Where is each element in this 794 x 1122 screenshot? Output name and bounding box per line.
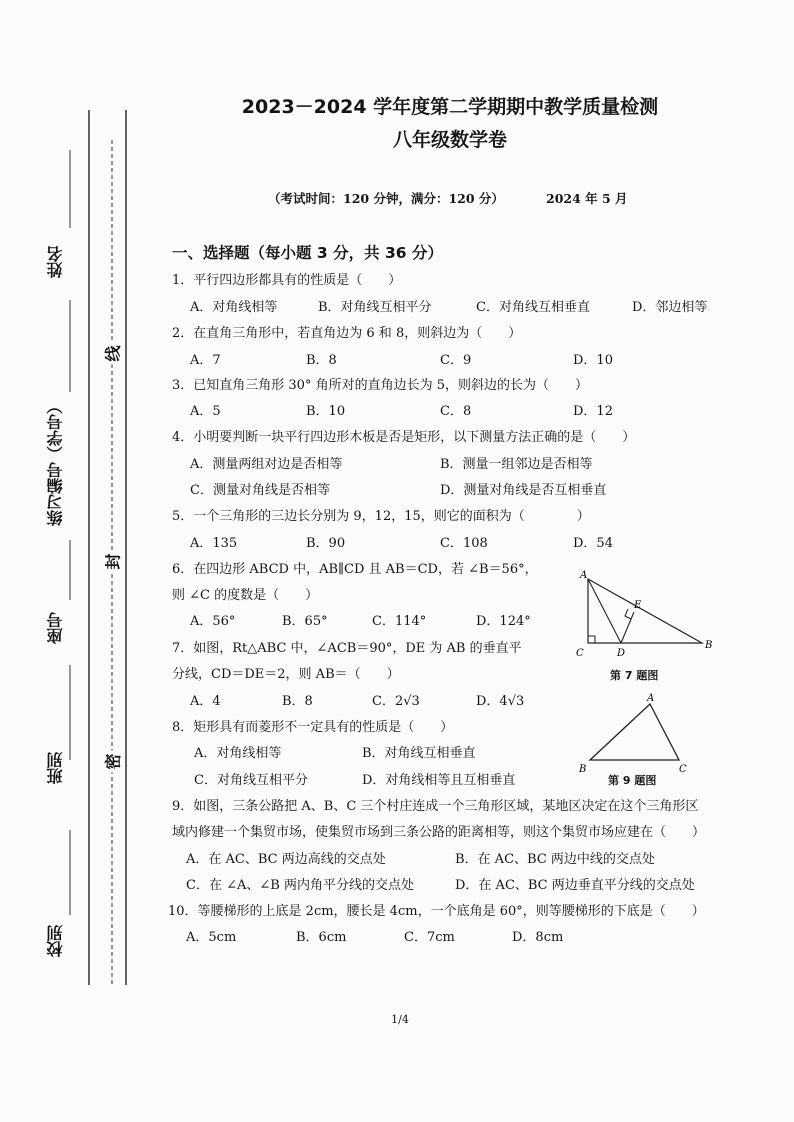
question-6-stem-line-1: 6．在四边形 ABCD 中，AB∥CD 且 AB＝CD，若 ∠B＝56°， [172, 562, 538, 577]
question-1-option-b: B．对角线互相平分 [318, 300, 432, 315]
exam-info: （考试时间：120 分钟，满分：120 分） [268, 191, 504, 206]
figure-9 [576, 690, 698, 780]
question-2-option-b: B．8 [306, 353, 337, 368]
question-1-option-d: D．邻边相等 [632, 300, 708, 315]
question-3-option-c: C．8 [440, 404, 472, 419]
question-3-stem: 3．已知直角三角形 30° 角所对的直角边长为 5，则斜边的长为（ ） [172, 378, 588, 393]
question-1-stem: 1．平行四边形都具有的性质是（ ） [172, 273, 402, 288]
fig7-right-angle-e [625, 609, 631, 619]
question-5-option-d: D．54 [573, 536, 613, 551]
question-8-option-a: A．对角线相等 [194, 746, 282, 761]
question-8-option-b: B．对角线互相垂直 [362, 746, 476, 761]
question-5-stem: 5．一个三角形的三边长分别为 9，12，15，则它的面积为（ ） [172, 509, 590, 524]
question-6-option-c: C．114° [372, 614, 427, 629]
page-number: 1/4 [391, 1013, 409, 1026]
question-7-stem-line-1: 7．如图，Rt△ABC 中，∠ACB＝90°，DE 为 AB 的垂直平 [172, 641, 522, 656]
exam-subtitle: 八年级数学卷 [392, 129, 507, 151]
question-9-option-a: A．在 AC、BC 两边高线的交点处 [186, 852, 386, 867]
question-7-stem-line-2: 分线，CD＝DE＝2，则 AB＝（ ） [172, 667, 400, 682]
question-8-stem: 8．矩形具有而菱形不一定具有的性质是（ ） [172, 720, 454, 735]
question-6-option-a: A．56° [190, 614, 236, 629]
question-10-option-d: D．8cm [512, 930, 564, 945]
seal-char-seal: 封 [101, 551, 124, 573]
question-9-option-c: C．在 ∠A、∠B 两内角平分线的交点处 [186, 878, 414, 893]
student-id-label: 练习编号（学号） [46, 398, 65, 526]
question-9-option-b: B．在 AC、BC 两边中线的交点处 [455, 852, 655, 867]
figure-9-caption: 第 9 题图 [608, 774, 657, 787]
fig9-label-c: C [679, 764, 687, 775]
question-4-option-c: C．测量对角线是否相等 [190, 483, 330, 498]
fig9-triangle [590, 704, 679, 760]
seal-char-line: 线 [101, 343, 124, 365]
seat-label: 座号 [46, 612, 65, 644]
question-2-option-a: A．7 [190, 353, 221, 368]
fig7-label-a: A [580, 570, 588, 581]
question-6-option-b: B．65° [282, 614, 328, 629]
question-4-option-b: B．测量一组邻边是否相等 [440, 457, 593, 472]
question-9-option-d: D．在 AC、BC 两边垂直平分线的交点处 [455, 878, 695, 893]
fig7-label-b: B [705, 640, 713, 651]
fig7-segment-de [621, 612, 634, 643]
fig7-label-e: E [634, 600, 642, 611]
fig7-label-c: C [576, 648, 584, 659]
figure-7-caption: 第 7 题图 [610, 669, 659, 682]
question-5-option-a: A．135 [190, 536, 238, 551]
question-2-option-c: C．9 [440, 353, 472, 368]
question-8-option-c: C．对角线互相平分 [194, 773, 308, 788]
fig7-label-d: D [617, 648, 626, 659]
section-title: 一、选择题（每小题 3 分，共 36 分） [172, 244, 443, 262]
seal-char-closed: 密 [101, 751, 124, 773]
question-6-option-d: D．124° [476, 614, 531, 629]
question-9-stem-line-2: 域内修建一个集贸市场，使集贸市场到三条公路的距离相等，则这个集贸市场应建在（ ） [172, 825, 706, 840]
question-3-option-a: A．5 [190, 404, 221, 419]
question-10-option-a: A．5cm [186, 930, 237, 945]
question-3-option-b: B．10 [306, 404, 346, 419]
question-10-option-b: B．6cm [296, 930, 347, 945]
question-5-option-b: B．90 [306, 536, 346, 551]
fig9-label-a: A [647, 693, 655, 704]
exam-date: 2024 年 5 月 [546, 191, 628, 206]
name-label: 姓名 [46, 246, 65, 278]
question-1-option-c: C．对角线互相垂直 [476, 300, 590, 315]
question-6-stem-line-2: 则 ∠C 的度数是（ ） [172, 588, 319, 603]
question-7-option-b: B．8 [282, 694, 313, 709]
question-4-stem: 4．小明要判断一块平行四边形木板是否是矩形，以下测量方法正确的是（ ） [172, 430, 636, 445]
fig9-label-b: B [579, 764, 587, 775]
question-1-option-a: A．对角线相等 [190, 300, 278, 315]
question-4-option-a: A．测量两组对边是否相等 [190, 457, 343, 472]
question-3-option-d: D．12 [573, 404, 613, 419]
question-5-option-c: C．108 [440, 536, 488, 551]
question-10-stem: 10．等腰梯形的上底是 2cm，腰长是 4cm，一个底角是 60°，则等腰梯形的下底是（ ） [168, 904, 705, 919]
question-2-option-d: D．10 [573, 353, 613, 368]
fig7-right-angle-c [588, 636, 595, 643]
question-4-option-d: D．测量对角线是否互相垂直 [440, 483, 607, 498]
question-10-option-c: C．7cm [404, 930, 455, 945]
question-9-stem-line-1: 9．如图，三条公路把 A、B、C 三个村庄连成一个三角形区域，某地区决定在这个三角形区 [172, 799, 699, 814]
class-label: 班别 [46, 752, 65, 784]
question-7-option-d: D．4√3 [476, 694, 525, 709]
question-7-option-c: C．2√3 [372, 694, 420, 709]
exam-title: 2023－2024 学年度第二学期期中教学质量检测 [241, 96, 659, 118]
question-2-stem: 2．在直角三角形中，若直角边为 6 和 8，则斜边为（ ） [172, 326, 522, 341]
binding-strip [0, 0, 140, 1122]
question-8-option-d: D．对角线相等且互相垂直 [362, 773, 516, 788]
figure-7 [568, 562, 718, 662]
school-label: 校别 [46, 925, 65, 957]
question-7-option-a: A．4 [190, 694, 221, 709]
